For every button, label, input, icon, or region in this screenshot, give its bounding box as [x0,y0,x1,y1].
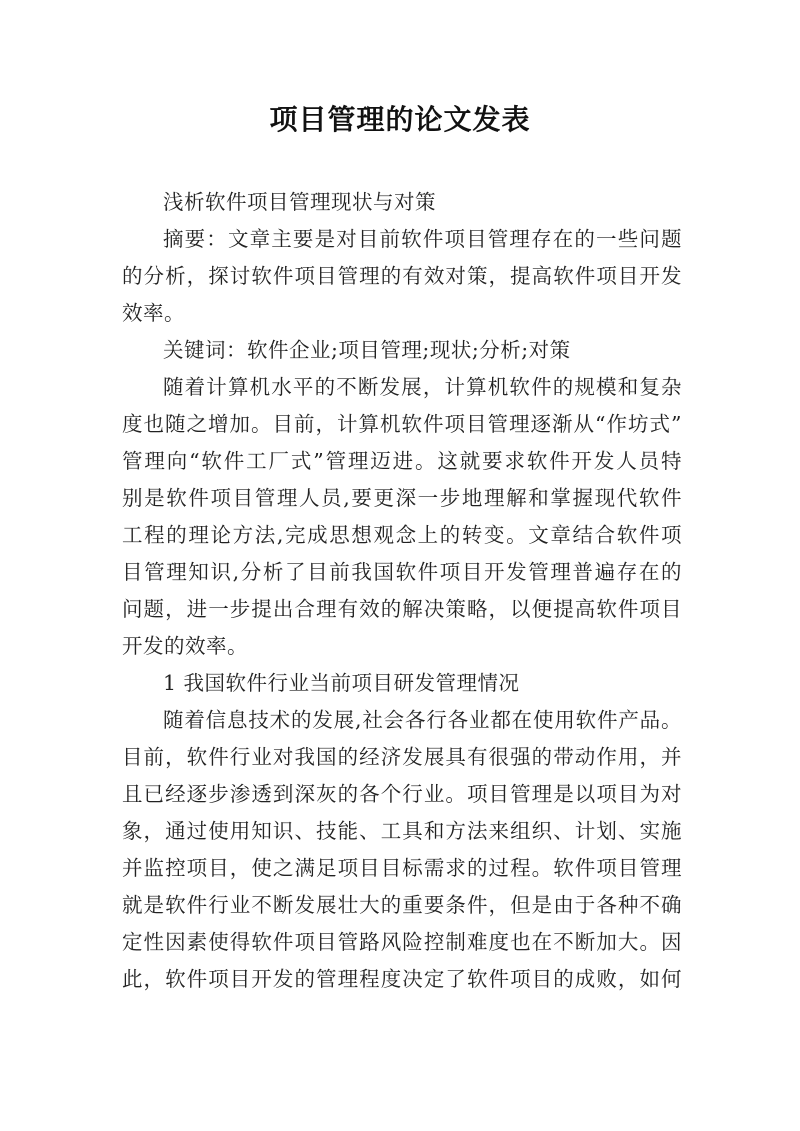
document-body [122,184,682,998]
text-line: 随着计算机水平的不断发展，计算机软件的规模和复杂 [163,375,682,399]
text-line: 关键词：软件企业;项目管理;现状;分析;对策 [163,338,571,362]
text-line: 浅析软件项目管理现状与对策 [163,190,436,214]
text-line: 摘要：文章主要是对目前软件项目管理存在的一些问题 [163,227,682,251]
text-line: 且已经逐步渗透到深灰的各个行业。项目管理是以项目为对 [122,782,682,806]
text-line: 开发的效率。 [122,634,248,658]
text-line: 并监控项目，使之满足项目目标需求的过程。软件项目管理 [122,856,682,880]
text-line: 1 我国软件行业当前项目研发管理情况 [163,671,520,695]
text-line: 就是软件行业不断发展壮大的重要条件，但是由于各种不确 [122,893,682,917]
text-line: 别是软件项目管理人员,要更深一步地理解和掌握现代软件 [122,486,682,510]
text-line: 定性因素使得软件项目管路风险控制难度也在不断加大。因 [122,930,682,954]
page-title: 项目管理的论文发表 [269,103,531,136]
text-line: 目前，软件行业对我国的经济发展具有很强的带动作用，并 [122,745,682,769]
text-line: 管理向“软件工厂式”管理迈进。这就要求软件开发人员特 [122,449,682,473]
text-line: 工程的理论方法,完成思想观念上的转变。文章结合软件项 [122,523,682,547]
text-line: 目管理知识,分析了目前我国软件项目开发管理普遍存在的 [122,560,682,584]
text-line: 效率。 [122,301,185,325]
text-line: 问题，进一步提出合理有效的解决策略，以便提高软件项目 [122,597,682,621]
text-line: 此，软件项目开发的管理程度决定了软件项目的成败，如何 [122,967,682,991]
text-line: 度也随之增加。目前，计算机软件项目管理逐渐从“作坊式” [122,412,682,436]
text-line: 随着信息技术的发展,社会各行各业都在使用软件产品。 [163,708,682,732]
text-line: 象，通过使用知识、技能、工具和方法来组织、计划、实施 [122,819,682,843]
text-line: 的分析，探讨软件项目管理的有效对策，提高软件项目开发 [122,264,682,288]
